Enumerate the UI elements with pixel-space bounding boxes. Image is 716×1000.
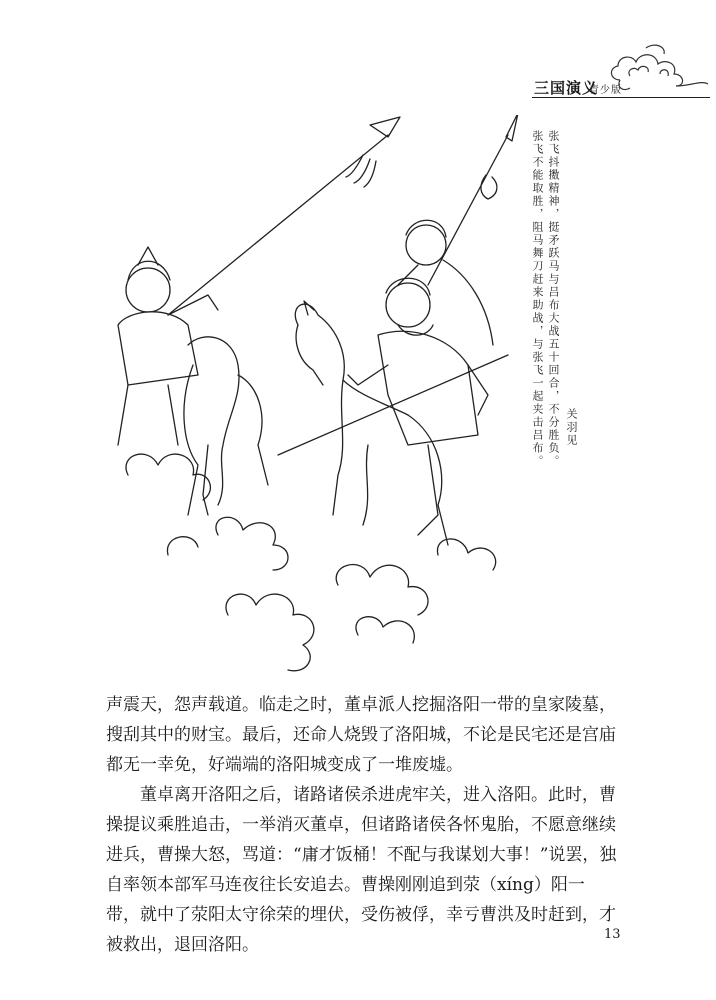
header-divider <box>532 97 710 98</box>
illustration-caption-line: 张飞不能取胜，阻马舞刀赶来助战，与张飞一起夹击吕布。 <box>531 130 544 468</box>
book-title: 三国演义 <box>534 79 599 97</box>
battle-illustration <box>108 115 578 675</box>
page-number: 13 <box>604 927 621 942</box>
paragraph: 声震天，怨声载道。临走之时，董卓派人挖掘洛阳一带的皇家陵墓，搜刮其中的财宝。最后，还命人烧毁了洛阳城，不论是民宅还是宫庙都无一幸免，好端端的洛阳城变成了一堆废墟。 <box>106 695 616 775</box>
illustration-caption-line: 张飞抖擞精神，挺矛跃马与吕布大战五十回合，不分胜负。 <box>547 130 560 468</box>
page-header <box>0 0 716 100</box>
illustration-caption-signature: 关羽见 <box>565 408 578 447</box>
paragraph: 董卓离开洛阳之后，诸路诸侯杀进虎牢关，进入洛阳。此时，曹操提议乘胜追击，一举消灭董卓，但诸路诸侯各怀鬼胎，不愿意继续进兵，曹操大怒，骂道：“庸才饭桶！不配与我谋划大事！”说罢，独自率领本部军马连夜往长安追去。曹操刚刚追到荥（xíng）阳一带，就中了荥阳太守徐荣的埋伏，受伤被俘，幸亏曹洪及时赶到，才被救出，退回洛阳。 <box>106 785 617 955</box>
body-text <box>106 690 618 960</box>
book-edition: 青少版 <box>589 85 622 96</box>
